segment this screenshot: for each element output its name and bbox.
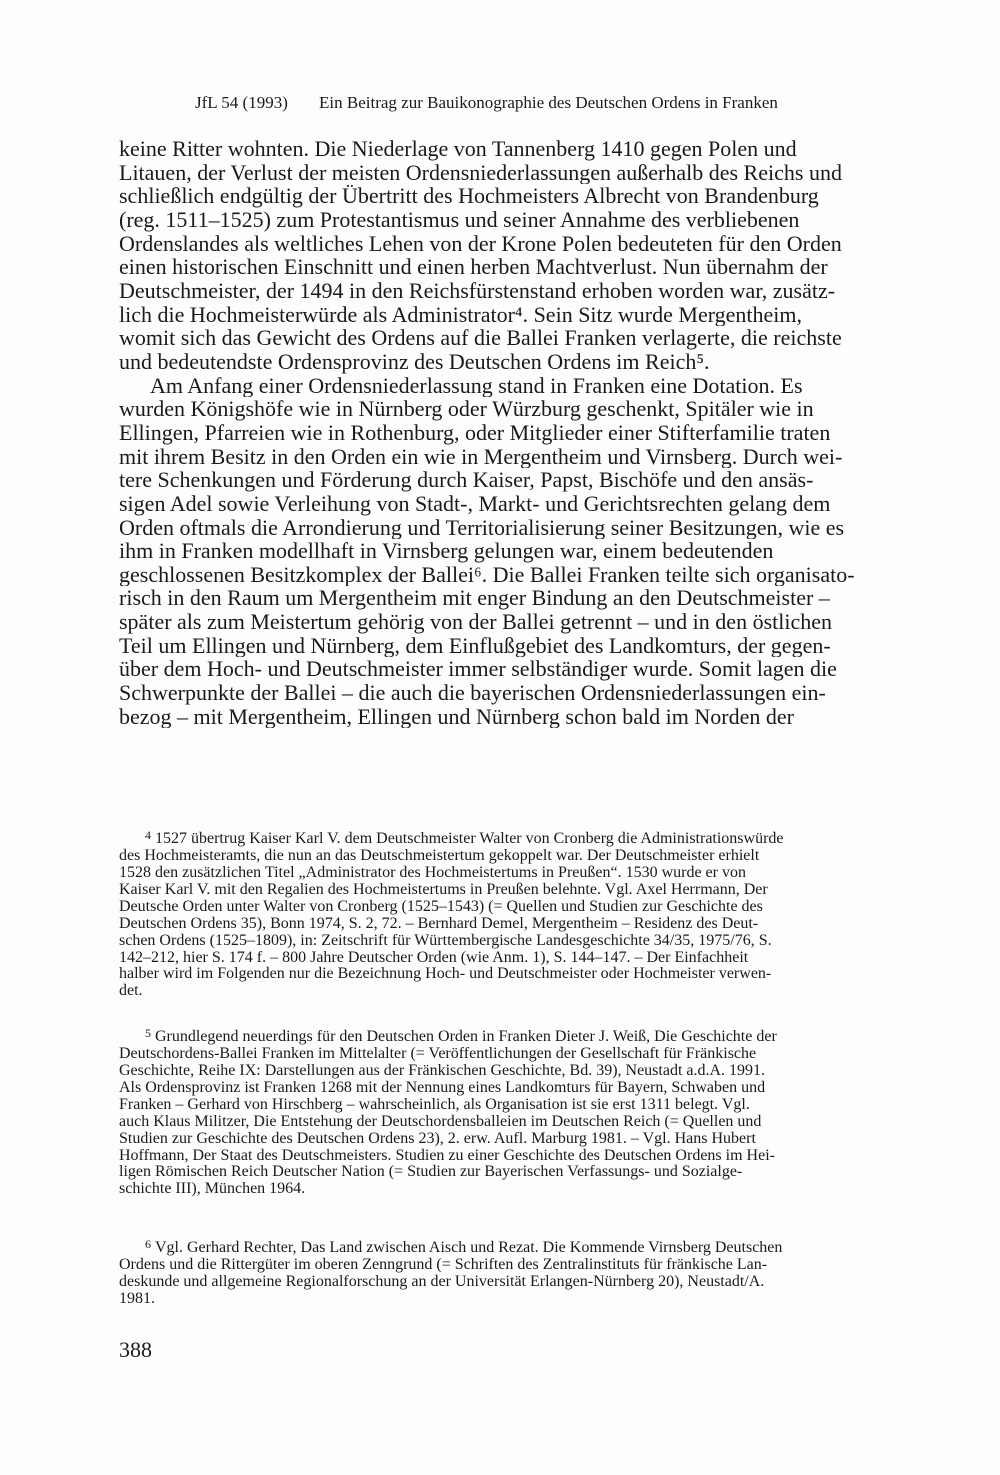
body-text [119,137,923,728]
text-line: tere Schenkungen und Förderung durch Kaiser, Papst, Bischöfe und den ansäs- [119,468,814,492]
footnote-line: Franken – Gerhard von Hirschberg – wahrscheinlich, als Organisation ist sie erst 1311 belegt. Vgl. [119,1096,750,1113]
text-line: womit sich das Gewicht des Ordens auf die Ballei Franken verlagerte, die reichste [119,326,842,350]
footnote-6 [119,1236,913,1308]
footnote-line: Hoffmann, Der Staat des Deutschmeisters. Studien zu einer Geschichte des Deutschen Ordens im Hei- [119,1147,775,1164]
text-line: einen historischen Einschnitt und einen herben Machtverlust. Nun übernahm der [119,255,828,279]
text-fragment: geschlossenen Besitzkomplex der Ballei [119,562,474,587]
footnote-line: Ordens und die Rittergüter im oberen Zenngrund (= Schriften des Zentralinstituts für fränkische Lan- [119,1257,768,1274]
footnote-line: Deutsche Orden unter Walter von Cronberg (1525–1543) (= Quellen und Studien zur Geschichte des [119,898,763,915]
text-line: später als zum Meistertum gehörig von der Ballei getrennt – und in den östlichen [119,610,832,634]
running-header [195,93,865,113]
text-line: Ordenslandes als weltliches Lehen von der Krone Polen bedeuteten für den Orden [119,231,842,256]
footnote-line: des Hochmeisteramts, die nun an das Deutschmeistertum gekoppelt war. Der Deutschmeister erhielt [119,848,760,865]
text-line: sigen Adel sowie Verleihung von Stadt-, Markt- und Gerichtsrechten gelang dem [119,491,831,516]
footnote-line [119,1236,913,1257]
footnote-text: Vgl. Gerhard Rechter, Das Land zwischen Aisch und Rezat. Die Kommende Virnsberg Deutschen [155,1239,783,1257]
text-line: bezog – mit Mergentheim, Ellingen und Nürnberg schon bald im Norden der [119,704,794,729]
text-fragment: ⁴. Sein Sitz wurde Mergentheim, [514,302,803,327]
text-line: wurden Königshöfe wie in Nürnberg oder Würzburg geschenkt, Spitäler wie in [119,397,814,421]
footnote-line: halber wird im Folgenden nur die Bezeichnung Hoch- und Deutschmeister oder Hochmeister verwen- [119,966,772,983]
text-line: Deutschmeister, der 1494 in den Reichsfürstenstand erhoben worden war, zusätz- [119,278,836,303]
footnote-line: Studien zur Geschichte des Deutschen Ordens 23), 2. erw. Aufl. Marburg 1981. – Vgl. Hans Hubert [119,1130,756,1147]
text-line: Teil um Ellingen und Nürnberg, dem Einflußgebiet des Landkomturs, der gegen- [119,633,831,658]
running-title: Ein Beitrag zur Bauikonographie des Deutschen Ordens in Franken [319,93,778,112]
footnote-number: 6 [145,1237,151,1251]
footnote-number: 4 [145,828,151,842]
footnote-line: Deutschen Ordens 35), Bonn 1974, S. 2, 72. – Bernhard Demel, Mergentheim – Residenz des Deut- [119,915,759,932]
footnote-line: 1528 den zusätzlichen Titel „Administrator des Hochmeistertums in Preußen“. 1530 wurde er von [119,865,746,881]
footnote-text: Grundlegend neuerdings für den Deutschen Orden in Franken Dieter J. Weiß, Die Geschichte der [155,1028,777,1046]
footnote-number: 5 [145,1026,151,1040]
text-line [119,563,923,587]
footnote-line: Geschichte, Reihe IX: Darstellungen aus der Fränkischen Geschichte, Bd. 39), Neustadt a.d.A. 1991. [119,1063,766,1079]
footnote-line: deskunde und allgemeine Regionalforschung an der Universität Erlangen-Nürnberg 20), Neustadt/A. [119,1274,765,1290]
text-line: ihm in Franken modellhaft in Virnsberg gelungen war, einem bedeutenden [119,539,774,563]
text-line: Am Anfang einer Ordensniederlassung stand in Franken eine Dotation. Es [150,373,803,398]
text-line: schließlich endgültig der Übertritt des Hochmeisters Albrecht von Brandenburg [119,184,819,208]
footnote-text: 1527 übertrug Kaiser Karl V. dem Deutschmeister Walter von Cronberg die Administrationswürde [155,830,784,848]
footnote-line: Als Ordensprovinz ist Franken 1268 mit der Nennung eines Landkomturs für Bayern, Schwaben und [119,1079,766,1096]
text-line: (reg. 1511–1525) zum Protestantismus und seiner Annahme des verbliebenen [119,207,800,232]
footnote-4 [119,827,913,1000]
footnote-line: schichte III), München 1964. [119,1181,306,1198]
footnote-line: Kaiser Karl V. mit den Regalien des Hochmeistertums in Preußen belehnte. Vgl. Axel Herrmann, Der [119,881,768,898]
text-line: Schwerpunkte der Ballei – die auch die bayerischen Ordensniederlassungen ein- [119,681,826,705]
text-fragment: ⁵. [696,349,710,374]
footnote-line [119,1025,913,1046]
text-line: mit ihrem Besitz in den Orden ein wie in Mergentheim und Virnsberg. Durch wei- [119,444,843,469]
text-fragment: und bedeutendste Ordensprovinz des Deutschen Ordens im Reich [119,349,697,374]
text-fragment: ⁶. Die Ballei Franken teilte sich organisato- [473,562,855,587]
page-number: 388 [119,1337,152,1362]
footnote-line: auch Klaus Militzer, Die Entstehung der Deutschordensballeien im Deutschen Reich (= Quellen und [119,1113,762,1130]
footnote-line: Deutschordens-Ballei Franken im Mittelalter (= Veröffentlichungen der Gesellschaft für Fränkische [119,1046,757,1063]
text-line: Orden oftmals die Arrondierung und Territorialisierung seiner Besitzungen, wie es [119,515,845,540]
journal-volume: JfL 54 (1993) [195,93,288,112]
text-line [119,303,923,327]
footnote-line: schen Ordens (1525–1809), in: Zeitschrift für Württembergische Landesgeschichte 34/35, 1975/76, S. [119,932,772,949]
text-line: Litauen, der Verlust der meisten Ordensniederlassungen außerhalb des Reichs und [119,160,842,185]
footnote-line [119,827,913,848]
footnote-line: det. [119,983,143,1000]
text-line: über dem Hoch- und Deutschmeister immer selbständiger wurde. Somit lagen die [119,657,837,682]
footnote-line: 142–212, hier S. 174 f. – 800 Jahre Deutscher Orden (wie Anm. 1), S. 144–147. – Der Einfachheit [119,949,749,966]
footnote-line: 1981. [119,1290,155,1307]
text-line: risch in den Raum um Mergentheim mit enger Bindung an den Deutschmeister – [119,586,830,611]
text-fragment: lich die Hochmeisterwürde als Administrator [119,302,515,327]
text-line: Ellingen, Pfarreien wie in Rothenburg, oder Mitglieder einer Stifterfamilie traten [119,420,831,445]
text-line: keine Ritter wohnten. Die Niederlage von Tannenberg 1410 gegen Polen und [119,137,797,161]
footnote-line: ligen Römischen Reich Deutscher Nation (= Studien zur Bayerischen Verfassungs- und Sozialge- [119,1164,743,1181]
footnote-5 [119,1025,913,1198]
text-line [119,350,923,374]
